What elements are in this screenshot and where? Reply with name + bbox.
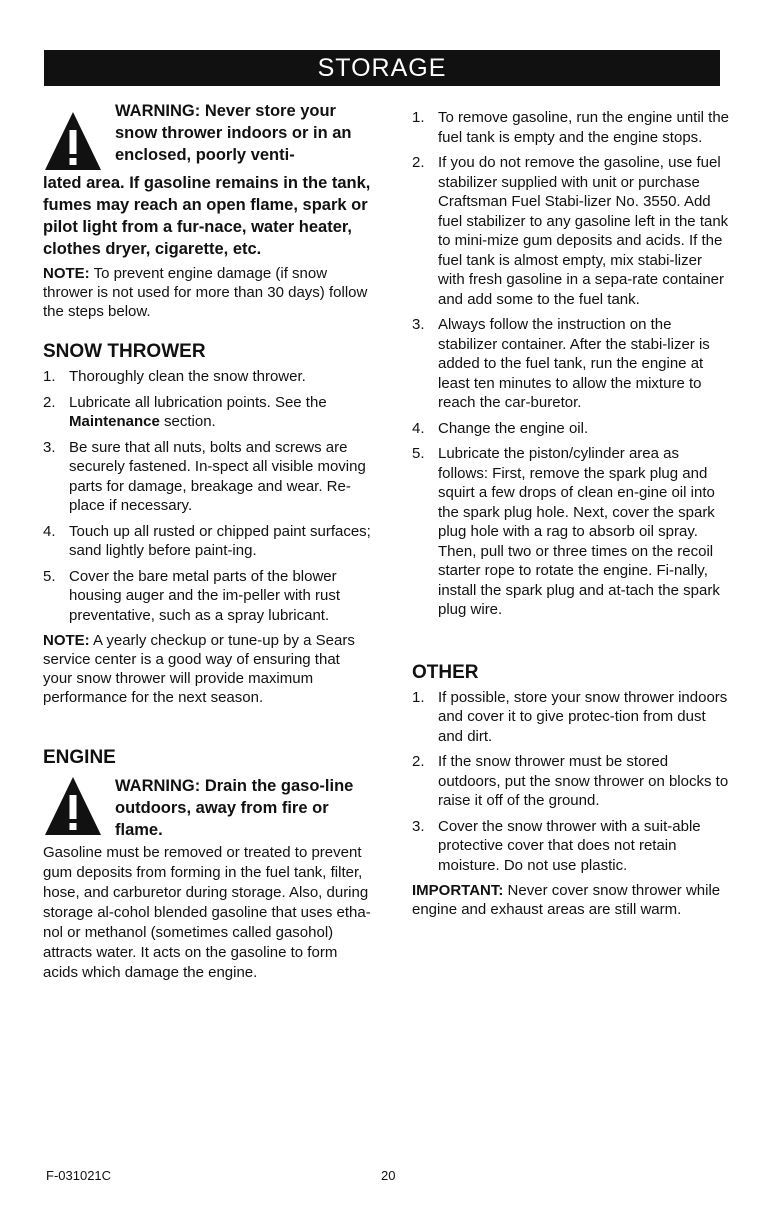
item-number: 3.: [412, 316, 425, 333]
item-number: 1.: [43, 368, 56, 385]
item-text: Always follow the instruction on the stabilizer container. After the stabi-lizer is added to the fuel tank, run the engine at least ten minutes to allow the mixture to reach the car-buretor.: [438, 316, 710, 411]
intro-note: [43, 264, 373, 321]
warning-triangle-icon: [43, 110, 103, 172]
note-text: A yearly checkup or tune-up by a Sears service center is a good way of ensuring that your snow thrower will provide maximum performance for the next season.: [43, 632, 355, 706]
item-number: 2.: [412, 154, 425, 171]
warning-text-rest: lated area. If gasoline remains in the tank, fumes may reach an open flame, spark or pilot light from a fur-nace, water heater, clothes dryer, cigarette, etc.: [43, 174, 371, 258]
right-column: [412, 100, 732, 919]
list-item: [412, 817, 732, 876]
item-text-post: section.: [159, 413, 216, 430]
item-number: 2.: [43, 393, 56, 411]
item-text-pre: Lubricate all lubrication points. See the: [69, 393, 327, 411]
list-item: [43, 367, 373, 387]
item-number: 1.: [412, 109, 425, 126]
note-label: NOTE:: [43, 265, 90, 282]
item-text: [69, 367, 373, 387]
warning-text-first: WARNING: Never store your snow thrower indoors or in an enclosed, poorly venti-: [115, 102, 352, 164]
item-number: 2.: [412, 753, 425, 770]
item-number: 5.: [412, 445, 425, 462]
list-item: [412, 153, 732, 309]
item-number: 3.: [412, 817, 425, 835]
item-text: Cover the snow thrower with a suit-able protective cover that does not retain moisture. Do not use plastic.: [438, 817, 701, 874]
item-text: [69, 522, 373, 561]
snow-thrower-heading: SNOW THROWER: [43, 341, 206, 362]
item-text: [69, 438, 373, 516]
item-number: 5.: [43, 567, 56, 585]
list-item: [412, 752, 732, 811]
item-text: To remove gasoline, run the engine until the fuel tank is empty and the engine stops.: [438, 109, 730, 146]
other-heading: OTHER: [412, 661, 479, 683]
item-text-pre: Be sure that all nuts, bolts and screws are securely fastened. In-spect all visible moving parts for damage, breakage and wear. Re-place if necessary.: [69, 438, 366, 514]
list-item: [412, 108, 732, 147]
item-text: Lubricate the piston/cylinder area as follows: First, remove the spark plug and squirt a few drops of clean en-gine oil into the spark plug hole. Next, cover the spark plug hole with a rag to absorb oil spray. Then, pull two or three times on the recoil starter rope to rotate the engine. Fi-nally, install the spark plug and at-tach the spark plug wire.: [438, 445, 720, 618]
page-title: STORAGE: [44, 50, 720, 86]
warning-triangle-icon: [43, 775, 103, 837]
list-item: [43, 393, 373, 432]
item-text-pre: Touch up all rusted or chipped paint surfaces; sand lightly before paint-ing.: [69, 522, 371, 559]
item-text: If the snow thrower must be stored outdoors, put the snow thrower on blocks to raise it off of the ground.: [438, 753, 729, 809]
list-item: [43, 567, 373, 626]
item-text: Change the engine oil.: [438, 419, 589, 437]
item-number: 3.: [43, 438, 56, 456]
item-text-pre: Cover the bare metal parts of the blower housing auger and the im-peller with rust preventative, such as a spray lubricant.: [69, 567, 340, 624]
important-label: IMPORTANT:: [412, 882, 504, 899]
item-text: [69, 567, 373, 626]
left-column: [43, 100, 373, 983]
engine-warning-text: WARNING: Drain the gaso-line outdoors, away from fire or flame.: [115, 777, 354, 839]
engine-steps-list: [412, 108, 732, 620]
snow-thrower-list: [43, 367, 373, 625]
item-text: If you do not remove the gasoline, use fuel stabilizer supplied with unit or purchase Craftsman Fuel Stabi-lizer No. 3550. Add fuel stabilizer to any gasoline left in the tank to mini-mize gum deposits and acids. If the fuel tank is almost empty, mix stabi-lizer with fresh gasoline in a sepa-rate container and add some to the fuel tank.: [438, 154, 729, 308]
note-text: To prevent engine damage (if snow thrower is not used for more than 30 days) follow the steps below.: [43, 265, 368, 320]
list-item: [43, 438, 373, 516]
engine-paragraph: Gasoline must be removed or treated to prevent gum deposits from forming in the fuel tank, filter, hose, and carburetor during storage. Also, during storage al-cohol blended gasoline that uses etha-nol or methanol (sometimes called gasohol) attracts water. It acts on the gasoline to form acids which damage the engine.: [43, 844, 371, 981]
item-text-pre: Thoroughly clean the snow thrower.: [69, 368, 306, 385]
item-text: If possible, store your snow thrower indoors and cover it to give protec-tion from dust and dirt.: [438, 688, 728, 745]
important-text: Never cover snow thrower while engine and exhaust areas are still warm.: [412, 882, 721, 918]
checkup-note: [43, 631, 373, 707]
storage-warning: [43, 100, 373, 172]
important-note: [412, 881, 732, 919]
other-list: [412, 688, 732, 876]
engine-warning: [43, 771, 373, 841]
engine-heading: ENGINE: [43, 747, 116, 768]
item-number: 4.: [43, 522, 56, 540]
item-number: 4.: [412, 419, 425, 437]
list-item: [412, 419, 732, 439]
list-item: [412, 444, 732, 620]
list-item: [412, 688, 732, 747]
page-number: 20: [381, 1168, 396, 1183]
list-item: [412, 315, 732, 413]
item-number: 1.: [412, 688, 425, 706]
list-item: [43, 522, 373, 561]
maintenance-reference: Maintenance: [69, 413, 160, 430]
document-code: F-031021C: [46, 1168, 112, 1183]
note-label: NOTE:: [43, 632, 90, 649]
item-text: [69, 393, 373, 432]
